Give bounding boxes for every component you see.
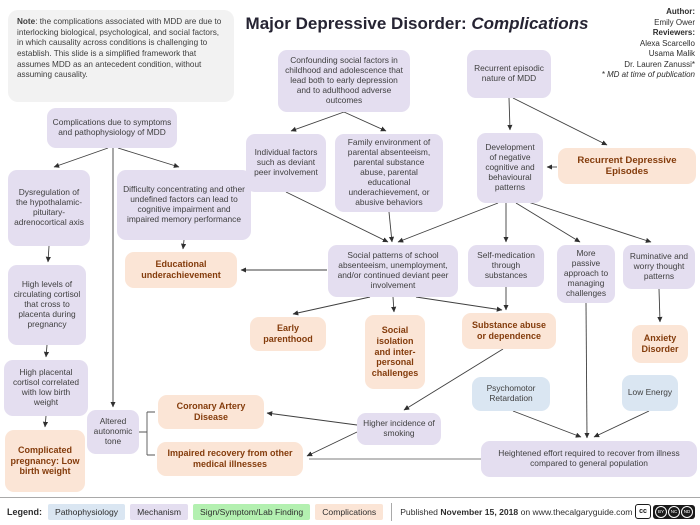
page-title	[222, 14, 612, 34]
cc-by-nc-nd-icon	[653, 505, 695, 519]
published-date: November 15, 2018	[440, 506, 519, 517]
node-ruminative-worry: Ruminative and worry thought patterns	[623, 245, 695, 289]
node-heightened-effort: Heightened effort required to recover from illness compared to general population	[481, 441, 697, 477]
node-higher-smoking: Higher incidence of smoking	[357, 413, 441, 445]
node-high-circulating-cortisol: High levels of circulating cortisol that cross to placenta during pregnancy	[8, 265, 86, 345]
footer-divider	[391, 503, 392, 521]
published-prefix: Published	[400, 506, 441, 517]
node-self-medication: Self-medication through substances	[468, 245, 544, 287]
node-impaired-recovery: Impaired recovery from other medical illnesses	[157, 442, 303, 476]
legend-pathophysiology: Pathophysiology	[48, 504, 125, 520]
author-name: Emily Ower	[654, 17, 695, 27]
title-emphasis: Complications	[471, 14, 589, 33]
footer-bar	[0, 497, 700, 525]
node-confounding-social-factors: Confounding social factors in childhood and adolescence that lead both to early depression and to adulthood adverse outcomes	[278, 50, 410, 112]
reviewer-name: Alexa Scarcello	[639, 38, 695, 48]
legend-label: Legend:	[7, 506, 42, 517]
node-psychomotor-retardation: Psychomotor Retardation	[472, 377, 550, 411]
node-recurrent-depressive-episodes: Recurrent Depressive Episodes	[558, 148, 696, 184]
published-site: on www.thecalgaryguide.com	[518, 506, 633, 517]
node-substance-abuse: Substance abuse or dependence	[462, 313, 556, 349]
node-altered-autonomic-tone: Altered autonomic tone	[87, 410, 139, 454]
node-social-patterns: Social patterns of school absenteeism, unemployment, and/or continued deviant peer involvement	[328, 245, 458, 297]
author-label: Author:	[666, 7, 695, 16]
reviewers-label: Reviewers:	[652, 28, 695, 38]
cc-by-icon: BY	[655, 506, 667, 518]
reviewer-name: Usama Malik	[648, 49, 695, 59]
node-low-energy: Low Energy	[622, 375, 678, 411]
node-coronary-artery-disease: Coronary Artery Disease	[158, 395, 264, 429]
credits-block	[602, 7, 695, 81]
node-recurrent-episodic-nature: Recurrent episodic nature of MDD	[467, 50, 551, 98]
node-difficulty-concentrating: Difficulty concentrating and other undefined factors can lead to cognitive impairment and impaired memory performance	[117, 170, 251, 240]
note-text: : the complications associated with MDD are due to interlocking biological, psychological, and social factors, in which causality across conditions is challenging to establish. This slide is a simplified framework that assumes MDD as an antecedent condition, without assuming causality.	[17, 17, 222, 80]
md-footnote: * MD at time of publication	[601, 70, 695, 80]
legend-mechanism: Mechanism	[130, 504, 188, 520]
reviewer-name: Dr. Lauren Zanussi*	[624, 59, 695, 69]
node-family-environment: Family environment of parental absenteeism, parental substance abuse, parental educational underachievement, or abusive behaviors	[335, 134, 443, 212]
published-text	[400, 507, 632, 517]
cc-nc-icon: NC	[668, 506, 680, 518]
node-early-parenthood: Early parenthood	[250, 317, 326, 351]
cc-nd-icon: ND	[681, 506, 693, 518]
cc-license-icon	[635, 504, 695, 519]
node-complications-due-to-symptoms: Complications due to symptoms and pathophysiology of MDD	[47, 108, 177, 148]
node-development-negative-patterns: Development of negative cognitive and behavioural patterns	[477, 133, 543, 203]
node-anxiety-disorder: Anxiety Disorder	[632, 325, 688, 363]
note-label: Note	[17, 17, 36, 26]
cc-icon: cc	[635, 504, 651, 519]
node-educational-underachievement: Educational underachievement	[125, 252, 237, 288]
legend-sign-symptom: Sign/Symptom/Lab Finding	[193, 504, 310, 520]
node-social-isolation: Social isolation and inter-personal challenges	[365, 315, 425, 389]
legend-complications: Complications	[315, 504, 383, 520]
title-main: Major Depressive Disorder:	[245, 14, 472, 33]
node-hpa-dysregulation: Dysregulation of the hypothalamic-pituitary-adrenocortical axis	[8, 170, 90, 246]
note-box	[8, 10, 234, 102]
node-high-placental-cortisol: High placental cortisol correlated with low birth weight	[4, 360, 88, 416]
node-complicated-pregnancy: Complicated pregnancy: Low birth weight	[5, 430, 85, 492]
node-individual-factors: Individual factors such as deviant peer involvement	[246, 134, 326, 192]
node-more-passive-approach: More passive approach to managing challenges	[557, 245, 615, 303]
